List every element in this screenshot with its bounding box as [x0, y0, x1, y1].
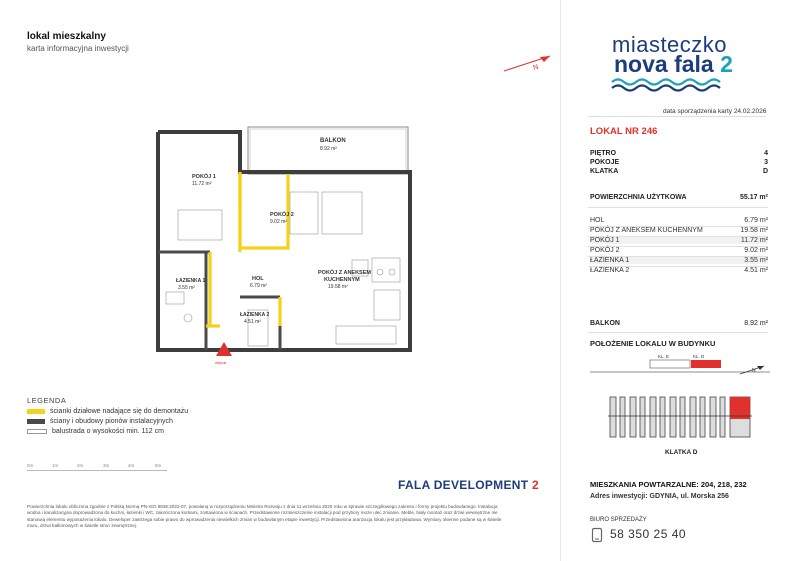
legend-item: ścianki działowe nadające się do demontażu: [27, 408, 188, 415]
balkon-row: BALKON 8.92 m²: [590, 320, 768, 327]
scale-tick: 2m: [77, 463, 84, 468]
scale-tick: 5m: [155, 463, 162, 468]
scale-tick: 4m: [128, 463, 135, 468]
room-area-lazienka1: 3.55 m²: [178, 285, 195, 291]
repeat-units: MIESZKANIA POWTARZALNE: 204, 218, 232: [590, 480, 747, 489]
room-label-pokoj1: POKÓJ 1: [192, 174, 216, 180]
room-label-balkon: BALKON: [320, 138, 346, 144]
legend-item: ściany i obudowy pionów instalacyjnych: [27, 418, 173, 425]
room-label-hol: HOL: [252, 276, 264, 282]
site-north-label: N: [752, 368, 756, 374]
area-row: POKÓJ Z ANEKSEM KUCHENNYM 19.58 m²: [590, 227, 768, 234]
phone-icon: [590, 528, 604, 542]
legend-swatch-yellow: [27, 409, 45, 414]
footer-disclaimer: Powierzchnia lokalu obliczona zgodnie z Polską Normą PN-ISO 9836:2022-07, powołaną w rozporządzeniu Ministra Rozwoju z dnia 11 września 2020 roku w sprawie szczegółowego zakresu i formy projektu budowlanego. Instalacja wodna i kanalizacyjna doprowadzona do kuchni, łazienki i WC, zakończona korkami, zostawiona w ścianach. Przedstawione rozmieszczenie instalacji pod przybory może ulec zmianie. Meble, biały montaż oraz drzwi wewnętrzne nie stanowią elementu wyposażenia lokalu. Deweloper zastrzega sobie prawo do wprowadzenia niewielkich zmian w budowlanym etapie inwestycji. Przedstawiona aranżacja lokalu jest przykładowa. Wymiary okienne podane są w świetle muru, drzwi balkonowych w świetle stron zewnętrznej.: [27, 504, 502, 528]
legend-title: LEGENDA: [27, 396, 67, 405]
attr-pokoje: POKOJE 3: [590, 159, 768, 166]
sales-office-label: BIURO SPRZEDAŻY: [590, 517, 647, 523]
attr-pietro: PIĘTRO 4: [590, 150, 768, 157]
room-label-lazienka2: ŁAZIENKA 2: [240, 312, 270, 318]
room-label-pokoj-aneks: POKÓJ Z ANEKSEM: [318, 270, 371, 276]
room-area-pokoj2: 9.02 m²: [270, 219, 287, 225]
logo-nova-fala: nova fala 2: [614, 51, 733, 77]
usable-area: POWIERZCHNIA UŻYTKOWA 55.17 m²: [590, 194, 768, 201]
area-row: ŁAZIENKA 2 4.51 m²: [590, 267, 768, 274]
phone-number[interactable]: 58 350 25 40: [610, 527, 687, 541]
developer-brand: FALA DEVELOPMENT 2: [398, 478, 539, 492]
legend-swatch-outline: [27, 429, 47, 434]
site-label-kl-e: KL. E: [658, 354, 670, 359]
logo-miasteczko: miasteczko: [612, 32, 728, 57]
scale-tick: 3m: [103, 463, 110, 468]
klatka-label: KLATKA D: [665, 449, 698, 456]
date-label: data sporządzenia karty 24.02.2026: [663, 108, 767, 115]
column-divider: [560, 0, 561, 561]
svg-text:N: N: [532, 63, 540, 72]
room-area-hol: 6.79 m²: [250, 283, 267, 289]
area-row: ŁAZIENKA 1 3.55 m²: [590, 257, 768, 264]
room-label-pokoj2: POKÓJ 2: [270, 212, 294, 218]
divider: [588, 332, 768, 333]
room-area-pokoj-aneks: 19.58 m²: [328, 284, 348, 290]
legend-swatch-dark: [27, 419, 45, 424]
date-underline: [588, 116, 766, 117]
north-arrow-icon: [500, 52, 555, 74]
area-row: POKÓJ 1 11.72 m²: [590, 237, 768, 244]
room-label-lazienka1: ŁAZIENKA 1: [176, 278, 206, 284]
scale-tick: 1m: [52, 463, 59, 468]
lokal-number: LOKAL NR 246: [590, 126, 658, 137]
location-title: POŁOŻENIE LOKALU W BUDYNKU: [590, 339, 716, 348]
site-label-kl-d: KL. D: [693, 354, 705, 359]
scale-bar: [27, 470, 167, 471]
room-area-balkon: 8.92 m²: [320, 146, 337, 152]
room-area-pokoj1: 11.72 m²: [192, 181, 212, 187]
site-map: [590, 352, 770, 462]
wave-logo-icon: [612, 78, 720, 92]
address: Adres inwestycji: GDYNIA, ul. Morska 256: [590, 493, 729, 500]
area-row: POKÓJ 2 9.02 m²: [590, 247, 768, 254]
attr-klatka: KLATKA D: [590, 168, 768, 175]
document-title: lokal mieszkalny: [27, 31, 106, 42]
area-row: HOL 6.79 m²: [590, 217, 768, 224]
room-area-lazienka2: 4.51 m²: [244, 319, 261, 325]
floor-plan: [140, 112, 440, 365]
divider: [588, 207, 768, 208]
legend-item: balustrada o wysokości min. 112 cm: [27, 428, 164, 435]
room-label-pokoj-aneks-2: KUCHENNYM: [324, 277, 360, 283]
document-subtitle: karta informacyjna inwestycji: [27, 44, 129, 53]
scale-tick: 0m: [27, 463, 34, 468]
entrance-label: wejście: [215, 361, 227, 365]
